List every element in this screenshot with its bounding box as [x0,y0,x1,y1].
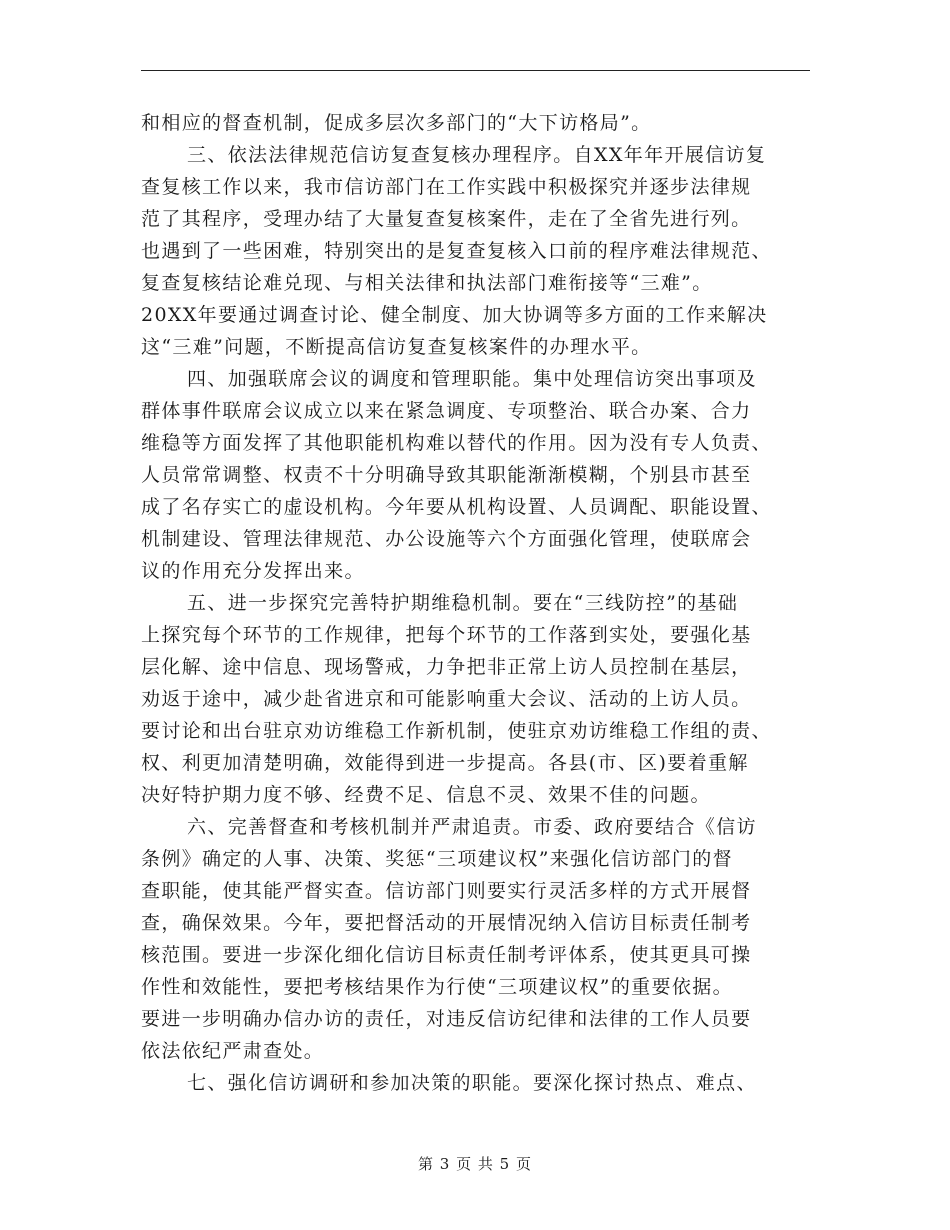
text-line: 劝返于途中，减少赴省进京和可能影响重大会议、活动的上访人员。 [141,688,752,710]
text-line: 和相应的督查机制，促成多层次多部门的“大下访格局”。 [141,112,652,134]
text-line: 七、强化信访调研和参加决策的职能。要深化探讨热点、难点、 [187,1072,757,1094]
text-line: 也遇到了一些困难，特别突出的是复查复核入口前的程序难法律规范、 [141,240,772,262]
text-line: 20XX年要通过调查讨论、健全制度、加大协调等多方面的工作来解决 [141,304,768,326]
text-line: 依法依纪严肃查处。 [141,1040,325,1062]
text-line: 四、加强联席会议的调度和管理职能。集中处理信访突出事项及 [187,368,757,390]
text-line: 五、进一步探究完善特护期维稳机制。要在“三线防控”的基础 [187,592,739,614]
text-line: 成了名存实亡的虚设机构。今年要从机构设置、人员调配、职能设置、 [141,496,772,518]
text-line: 权、利更加清楚明确，效能得到进一步提高。各县(市、区)要着重解 [141,752,749,774]
text-line: 查复核工作以来，我市信访部门在工作实践中积极探究并逐步法律规 [141,176,752,198]
text-line: 人员常常调整、权责不十分明确导致其职能渐渐模糊，个别县市甚至 [141,464,752,486]
text-line: 作性和效能性，要把考核结果作为行使“三项建议权”的重要依据。 [141,976,733,998]
text-line: 议的作用充分发挥出来。 [141,560,365,582]
text-line: 要进一步明确办信办访的责任，对违反信访纪律和法律的工作人员要 [141,1008,752,1030]
text-line: 层化解、途中信息、现场警戒，力争把非正常上访人员控制在基层， [141,656,752,678]
text-line: 复查复核结论难兑现、与相关法律和执法部门难衔接等“三难”。 [141,272,713,294]
text-line: 核范围。要进一步深化细化信访目标责任制考评体系，使其更具可操 [141,944,752,966]
text-line: 决好特护期力度不够、经费不足、信息不灵、效果不佳的问题。 [141,784,711,806]
text-line: 机制建设、管理法律规范、办公设施等六个方面强化管理，使联席会 [141,528,752,550]
text-line: 范了其程序，受理办结了大量复查复核案件，走在了全省先进行列。 [141,208,752,230]
text-line: 查职能，使其能严督实查。信访部门则要实行灵活多样的方式开展督 [141,880,752,902]
text-line: 三、依法法律规范信访复查复核办理程序。自XX年年开展信访复 [187,144,767,166]
text-line: 查，确保效果。今年，要把督活动的开展情况纳入信访目标责任制考 [141,912,752,934]
text-line: 条例》确定的人事、决策、奖惩“三项建议权”来强化信访部门的督 [141,848,733,870]
header-rule [141,70,810,71]
document-body [141,107,810,1099]
text-line: 这“三难”问题，不断提高信访复查复核案件的办理水平。 [141,336,652,358]
page-footer: 第 3 页 共 5 页 [418,1155,532,1173]
text-line: 维稳等方面发挥了其他职能机构难以替代的作用。因为没有专人负责、 [141,432,772,454]
text-line: 上探究每个环节的工作规律，把每个环节的工作落到实处，要强化基 [141,624,752,646]
text-line: 六、完善督查和考核机制并严肃追责。市委、政府要结合《信访 [187,816,757,838]
text-line: 要讨论和出台驻京劝访维稳工作新机制，使驻京劝访维稳工作组的责、 [141,720,772,742]
text-line: 群体事件联席会议成立以来在紧急调度、专项整治、联合办案、合力 [141,400,752,422]
